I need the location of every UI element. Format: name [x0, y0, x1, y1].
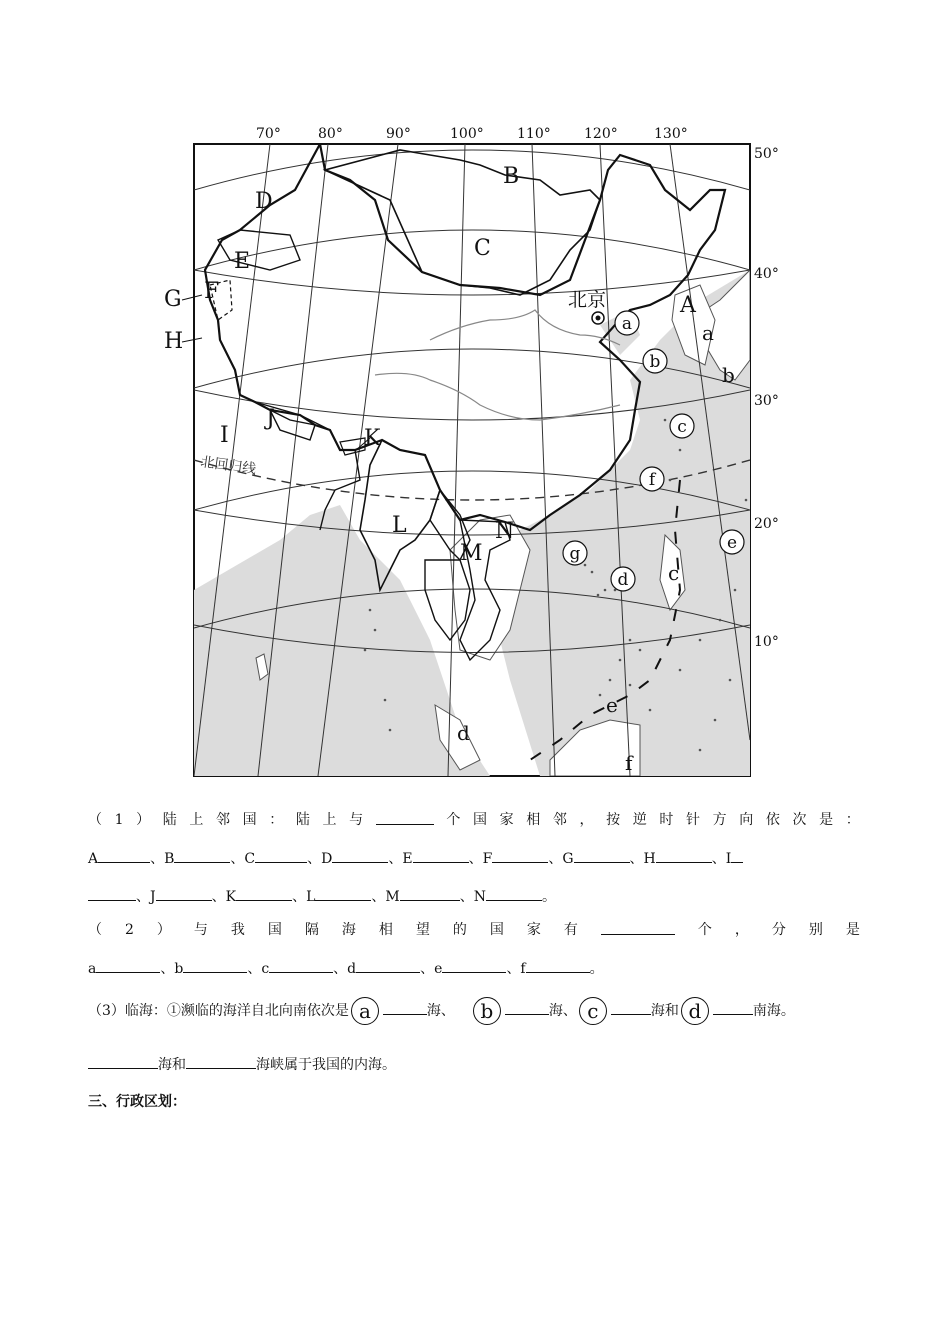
q1-blank-g[interactable] [574, 848, 630, 863]
q1-period: 。 [541, 889, 556, 905]
q1-letter-k: 、K [211, 889, 237, 905]
q2-char: 是 [845, 922, 860, 938]
q3-circle-d: d [681, 997, 709, 1025]
q2-blank-d[interactable] [356, 958, 420, 973]
q1-char: 上 [322, 812, 337, 828]
q3-text: 海和 [158, 1057, 186, 1073]
q1-char: ： [845, 812, 860, 828]
q2-letter-a: a [88, 961, 97, 977]
q2-char: 家 [526, 922, 541, 938]
lon-label: 110° [517, 126, 551, 142]
lon-label: 70° [256, 126, 281, 142]
q1-letter-m: 、M [371, 889, 400, 905]
q1-char: 个 [446, 812, 461, 828]
q2-line1 [88, 920, 860, 940]
q2-char: （ [88, 922, 102, 938]
q1-blank-c[interactable] [255, 848, 307, 863]
q3-line2 [88, 1054, 396, 1075]
q1-char: 陆 [295, 812, 310, 828]
q1-char: ： [269, 812, 284, 828]
sea-circle-label-g: g [569, 544, 581, 564]
country-label-i: I [220, 423, 229, 448]
q2-blank-e[interactable] [442, 958, 506, 973]
country-label-d: D [255, 189, 273, 214]
sea-label-d: d [457, 721, 470, 745]
q1-char: ， [579, 812, 594, 828]
q2-char: 的 [452, 922, 467, 938]
sea-circle-label-f: f [648, 470, 656, 490]
q2-char: 隔 [304, 922, 319, 938]
country-label-k: K [364, 426, 381, 451]
sea-label-b: b [722, 363, 735, 387]
q3-blank-d[interactable] [713, 1000, 753, 1015]
q1-letter-g: 、G [548, 851, 574, 867]
q3-blank-inner-sea[interactable] [88, 1054, 158, 1069]
q1-line1 [88, 810, 860, 830]
beijing-marker-dot [596, 316, 601, 321]
country-label-f: F [204, 279, 220, 304]
q2-line2 [88, 958, 604, 979]
q1-blank-n[interactable] [486, 886, 542, 901]
sea-label-f: f [625, 751, 633, 775]
sea-circle-label-a: a [621, 314, 633, 334]
q1-char: 时 [659, 812, 674, 828]
lat-label: 10° [754, 634, 779, 650]
country-label-g: G [164, 287, 182, 312]
q2-letter-f: 、f [506, 961, 526, 977]
q3-circle-a: a [351, 997, 379, 1025]
q3-sea-b: 海、 [548, 1003, 577, 1019]
q2-char: 个 [697, 922, 712, 938]
q2-period: 。 [589, 961, 604, 977]
lon-label: 100° [450, 126, 484, 142]
q1-char: ） [136, 812, 151, 828]
sea-label-e: e [606, 693, 618, 717]
q2-char: 海 [341, 922, 356, 938]
q1-char: 与 [349, 812, 364, 828]
q1-char: 邻 [552, 812, 567, 828]
sea-label-a: a [702, 321, 714, 345]
q1-char: 国 [473, 812, 488, 828]
q1-char: 方 [712, 812, 727, 828]
q1-count-blank[interactable] [376, 810, 434, 825]
q2-char: 望 [415, 922, 430, 938]
lon-label: 80° [318, 126, 343, 142]
q1-char: 陆 [162, 812, 177, 828]
q1-letter-h: 、H [629, 851, 656, 867]
q3-intro: （3）临海：①濒临的海洋自北向南依次是 [88, 1003, 349, 1019]
q3-sea-c: 海和 [650, 1003, 679, 1019]
q1-char: 1 [114, 812, 124, 828]
q2-char: ） [156, 922, 171, 938]
sea-circle-label-b: b [649, 352, 661, 372]
sea-circle-label-e: e [726, 533, 738, 553]
lat-label: 30° [754, 393, 779, 409]
q1-line3 [88, 886, 556, 907]
q1-letter-d: 、D [307, 851, 333, 867]
q2-char: ， [734, 922, 749, 938]
country-label-j: J [266, 406, 275, 431]
country-label-l: L [392, 513, 407, 538]
q1-blank-d[interactable] [332, 848, 388, 863]
q1-char: 是 [819, 812, 834, 828]
q1-blank-j[interactable] [156, 886, 212, 901]
section-3-heading: 三、行政区划： [88, 1094, 186, 1110]
q1-char: 逆 [632, 812, 647, 828]
beijing-label: 北京 [568, 289, 607, 311]
q1-blank-a[interactable] [98, 848, 150, 863]
q2-char: 别 [808, 922, 823, 938]
q2-letter-e: 、e [420, 961, 443, 977]
q1-blank-i-start[interactable] [731, 848, 743, 863]
q1-letter-l: 、L [292, 889, 316, 905]
country-label-c: C [474, 236, 491, 261]
q1-blank-f[interactable] [492, 848, 548, 863]
q1-char: 邻 [216, 812, 231, 828]
q1-blank-b[interactable] [174, 848, 230, 863]
q1-char: 按 [606, 812, 621, 828]
q1-blank-e[interactable] [413, 848, 469, 863]
q3-blank-a[interactable] [383, 1000, 427, 1015]
q1-blank-l[interactable] [315, 886, 371, 901]
q1-char: 家 [499, 812, 514, 828]
q1-char: 向 [739, 812, 754, 828]
lon-label: 120° [584, 126, 618, 142]
asia-map-svg [160, 120, 790, 785]
q2-char: 与 [193, 922, 208, 938]
q2-blank-c[interactable] [269, 958, 333, 973]
q3-sea-d: 南海。 [752, 1003, 795, 1019]
q2-char: 有 [563, 922, 578, 938]
q2-char: 相 [378, 922, 393, 938]
map-figure [160, 120, 790, 785]
country-label-n: N [495, 519, 515, 544]
q3-blank-b[interactable] [505, 1000, 549, 1015]
q2-char: 2 [125, 922, 134, 938]
q3-text: 海峡属于我国的内海。 [256, 1057, 396, 1073]
q1-letter-a: A [88, 851, 99, 867]
q3-line1 [88, 996, 795, 1026]
lat-label: 50° [754, 146, 779, 162]
q1-char: 次 [792, 812, 807, 828]
q1-char: 相 [526, 812, 541, 828]
q3-sea-a: 海、 [426, 1003, 455, 1019]
q2-char: 我 [230, 922, 245, 938]
q3-circle-b: b [473, 997, 501, 1025]
q1-letter-b: 、B [150, 851, 175, 867]
q1-char: 上 [189, 812, 204, 828]
q2-letter-b: 、b [160, 961, 184, 977]
lon-label: 130° [654, 126, 688, 142]
q2-blank-b[interactable] [183, 958, 247, 973]
q1-blank-i-end[interactable] [88, 886, 136, 901]
q1-char: 依 [765, 812, 780, 828]
q2-char: 国 [267, 922, 282, 938]
q3-blank-strait[interactable] [186, 1054, 256, 1069]
q1-letter-j: 、J [136, 889, 156, 905]
country-label-h: H [164, 329, 184, 354]
lat-label: 40° [754, 266, 779, 282]
lon-label: 90° [386, 126, 411, 142]
q3-circle-c: c [579, 997, 607, 1025]
lat-label: 20° [754, 516, 779, 532]
q2-letter-d: 、d [333, 961, 357, 977]
q1-blank-k[interactable] [236, 886, 292, 901]
q1-char: 国 [242, 812, 257, 828]
q2-blank-a[interactable] [96, 958, 160, 973]
country-label-m: M [460, 541, 483, 566]
q1-char: （ [88, 812, 102, 828]
sea-circle-label-d: d [617, 570, 629, 590]
sea-circle-label-c: c [677, 417, 687, 437]
q2-count-blank[interactable] [601, 920, 675, 935]
q3-blank-c[interactable] [611, 1000, 651, 1015]
q1-letter-i: 、I [711, 851, 732, 867]
country-label-e: E [234, 249, 251, 274]
q2-letter-c: 、c [247, 961, 270, 977]
tropic-label: 北回归线 [199, 454, 258, 478]
q1-char: 针 [686, 812, 701, 828]
q2-char: 分 [771, 922, 786, 938]
country-label-a: A [680, 293, 696, 318]
q1-blank-h[interactable] [656, 848, 712, 863]
country-label-b: B [503, 164, 520, 189]
q2-blank-f[interactable] [526, 958, 590, 973]
q1-line2 [88, 848, 743, 869]
q2-char: 国 [489, 922, 504, 938]
q1-blank-m[interactable] [400, 886, 460, 901]
q1-letter-n: 、N [459, 889, 486, 905]
q1-letter-e: 、E [388, 851, 413, 867]
q1-letter-c: 、C [230, 851, 256, 867]
q1-letter-f: 、F [468, 851, 493, 867]
sea-label-c: c [668, 561, 680, 585]
